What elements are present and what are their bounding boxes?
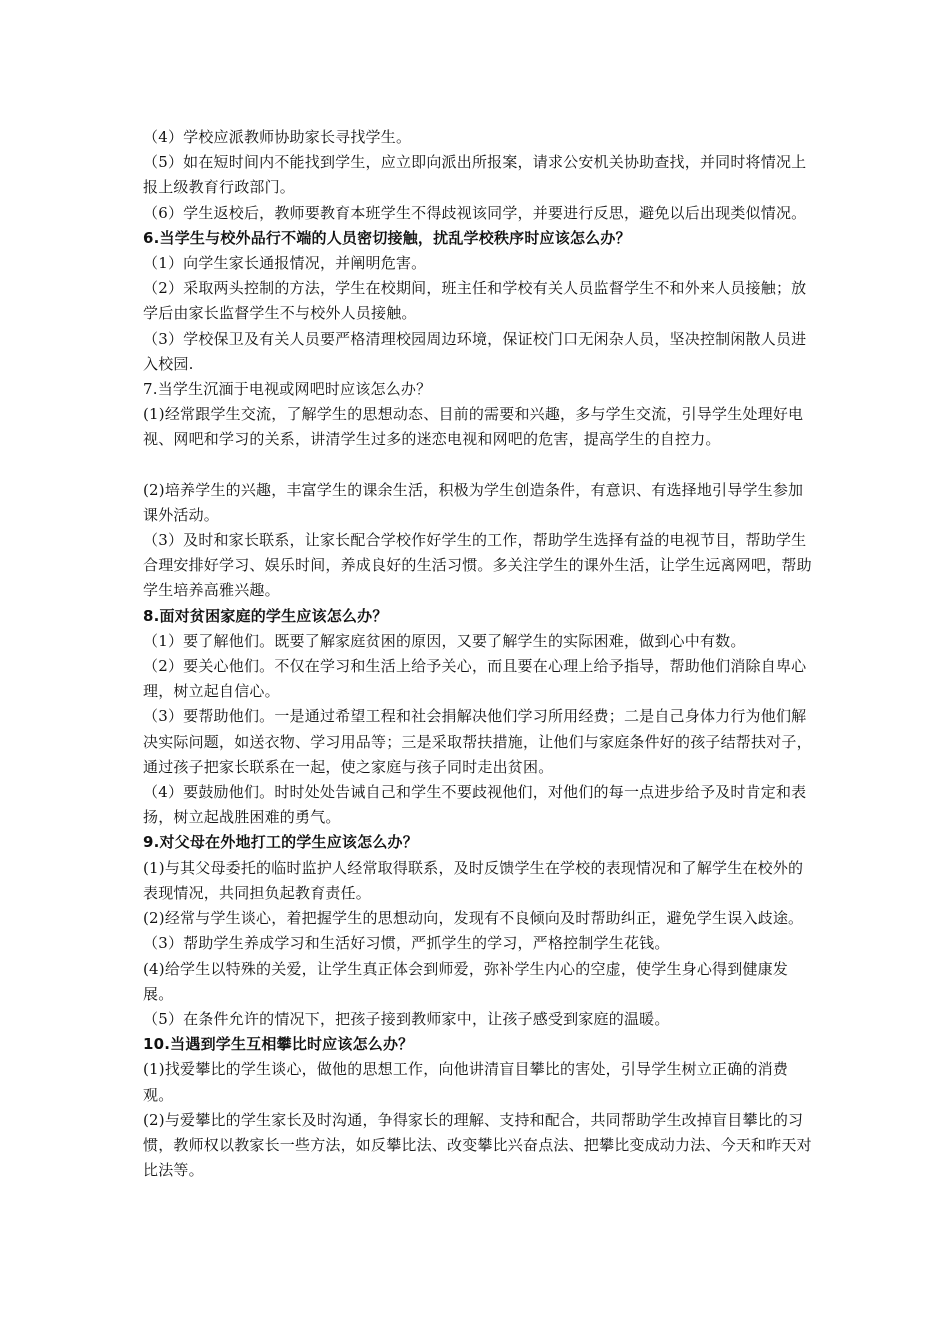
document-body (143, 125, 815, 1183)
list-item: (2)与爱攀比的学生家长及时沟通，争得家长的理解、支持和配合，共同帮助学生改掉盲目攀比的习惯，教师权以教家长一些方法，如反攀比法、改变攀比兴奋点法、把攀比变成动力法、今天和昨天对比法等。 (143, 1110, 812, 1180)
section-heading: 9.对父母在外地打工的学生应该怎么办？ (143, 833, 418, 852)
list-item: (1)经常跟学生交流，了解学生的思想动态、目前的需要和兴趣，多与学生交流，引导学生处理好电视、网吧和学习的关系，讲清学生过多的迷恋电视和网吧的危害，提高学生的自控力。 (143, 405, 804, 449)
section-heading: 8.面对贫困家庭的学生应该怎么办？ (143, 606, 388, 625)
list-item: （2）要关心他们。不仅在学习和生活上给予关心，而且要在心理上给予指导，帮助他们消除自卑心理，树立起自信心。 (143, 657, 807, 701)
list-item: （2）采取两头控制的方法，学生在校期间，班主任和学校有关人员监督学生不和外来人员接触；放学后由家长监督学生不与校外人员接触。 (143, 279, 807, 323)
list-item: （3）及时和家长联系，让家长配合学校作好学生的工作，帮助学生选择有益的电视节目，帮助学生合理安排好学习、娱乐时间，养成良好的生活习惯。多关注学生的课外生活，让学生远离网吧，帮助学生培养高雅兴趣。 (143, 531, 812, 600)
list-item: (2)经常与学生谈心，着把握学生的思想动向，发现有不良倾向及时帮助纠正，避免学生误入歧途。 (143, 909, 804, 928)
list-item: （4）学校应派教师协助家长寻找学生。 (143, 128, 412, 146)
list-item: （5）在条件允许的情况下，把孩子接到教师家中，让孩子感受到家庭的温暖。 (143, 1009, 670, 1028)
list-item: （3）帮助学生养成学习和生活好习惯，严抓学生的学习，严格控制学生花钱。 (143, 934, 670, 953)
list-item: (4)给学生以特殊的关爱，让学生真正体会到师爱，弥补学生内心的空虚，使学生身心得到健康发展。 (143, 959, 789, 1003)
list-item: （5）如在短时间内不能找到学生，应立即向派出所报案，请求公安机关协助查找，并同时将情况上报上级教育行政部门。 (143, 153, 807, 197)
list-item: (1)与其父母委托的临时监护人经常取得联系，及时反馈学生在学校的表现情况和了解学生在校外的表现情况，共同担负起教育责任。 (143, 858, 804, 902)
section-heading: 7.当学生沉湎于电视或网吧时应该怎么办？ (143, 380, 432, 399)
list-item: (2)培养学生的兴趣，丰富学生的课余生活，积极为学生创造条件，有意识、有选择地引导学生参加课外活动。 (143, 480, 804, 524)
blank-line (143, 453, 815, 478)
list-item: （3）要帮助他们。一是通过希望工程和社会捐解决他们学习所用经费；二是自己身体力行为他们解决实际问题，如送衣物、学习用品等；三是采取帮扶措施，让他们与家庭条件好的孩子结帮扶对子，通过孩子把家长联系在一起，使之家庭与孩子同时走出贫困。 (143, 707, 812, 776)
section-heading: 10.当遇到学生互相攀比时应该怎么办？ (143, 1035, 414, 1054)
list-item: （1）向学生家长通报情况，并阐明危害。 (143, 254, 427, 273)
list-item: （3）学校保卫及有关人员要严格清理校园周边环境，保证校门口无闲杂人员，坚决控制闲散人员进入校园. (143, 329, 807, 373)
list-item: (1)找爱攀比的学生谈心，做他的思想工作，向他讲清盲目攀比的害处，引导学生树立正确的消费观。 (143, 1060, 789, 1104)
list-item: （6）学生返校后，教师要教育本班学生不得歧视该同学，并要进行反思，避免以后出现类似情况。 (143, 203, 807, 222)
list-item: （1）要了解他们。既要了解家庭贫困的原因，又要了解学生的实际困难，做到心中有数。 (143, 631, 746, 650)
list-item: （4）要鼓励他们。时时处处告诫自己和学生不要歧视他们，对他们的每一点进步给予及时肯定和表扬，树立起战胜困难的勇气。 (143, 783, 807, 827)
section-heading: 6.当学生与校外品行不端的人员密切接触，扰乱学校秩序时应该怎么办？ (143, 228, 631, 247)
